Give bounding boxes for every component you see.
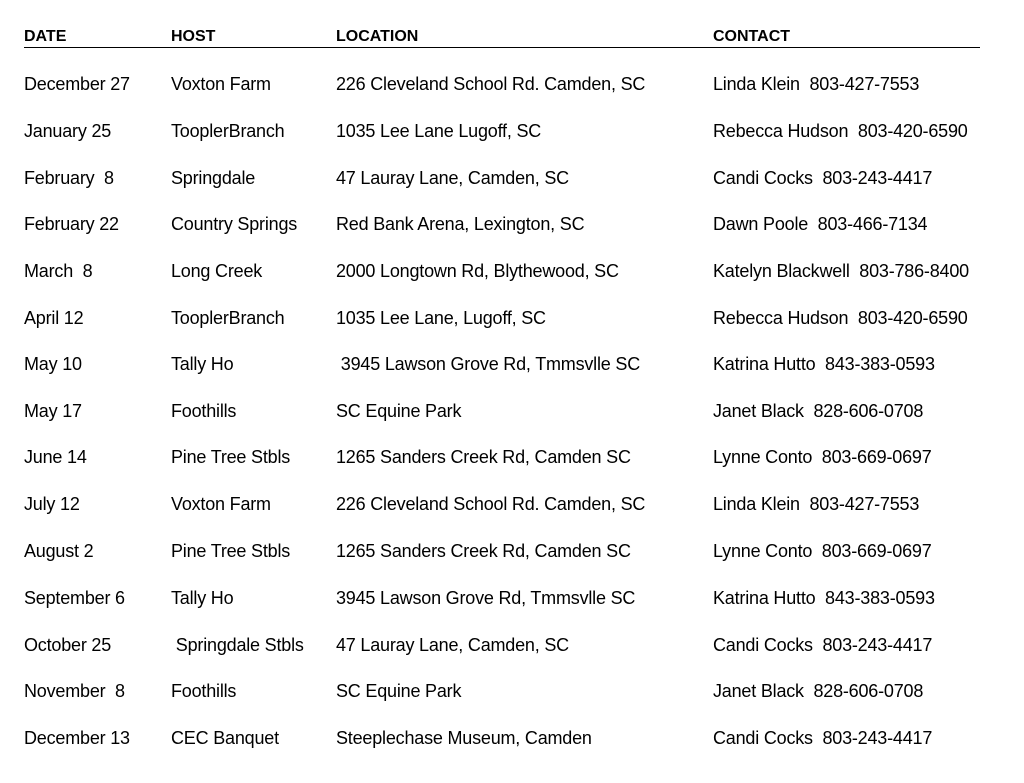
table-header	[24, 27, 980, 48]
host-cell: Country Springs	[171, 214, 298, 234]
date-cell: February 8	[24, 168, 114, 188]
host-cell: Springdale Stbls	[171, 635, 304, 655]
location-cell: 3945 Lawson Grove Rd, Tmmsvlle SC	[336, 588, 636, 608]
host-cell: Foothills	[171, 681, 237, 701]
table-row	[0, 351, 1024, 377]
contact-cell: Lynne Conto 803-669-0697	[713, 541, 932, 561]
host-cell: CEC Banquet	[171, 728, 279, 748]
contact-cell: Katrina Hutto 843-383-0593	[713, 354, 935, 374]
location-cell: 1265 Sanders Creek Rd, Camden SC	[336, 541, 631, 561]
location-cell: 47 Lauray Lane, Camden, SC	[336, 168, 569, 188]
table-row	[0, 678, 1024, 704]
table-row	[0, 211, 1024, 237]
table-row	[0, 71, 1024, 97]
table-row	[0, 118, 1024, 144]
location-cell: 3945 Lawson Grove Rd, Tmmsvlle SC	[336, 354, 640, 374]
contact-cell: Rebecca Hudson 803-420-6590	[713, 121, 968, 141]
contact-cell: Candi Cocks 803-243-4417	[713, 728, 933, 748]
date-cell: September 6	[24, 588, 125, 608]
host-cell: Foothills	[171, 401, 237, 421]
host-cell: TooplerBranch	[171, 308, 285, 328]
contact-cell: Janet Black 828-606-0708	[713, 401, 924, 421]
host-cell: Voxton Farm	[171, 74, 271, 94]
header-host: HOST	[171, 28, 216, 45]
location-cell: Steeplechase Museum, Camden	[336, 728, 592, 748]
table-row	[0, 725, 1024, 751]
date-cell: February 22	[24, 214, 119, 234]
table-row	[0, 258, 1024, 284]
location-cell: 226 Cleveland School Rd. Camden, SC	[336, 74, 646, 94]
host-cell: Pine Tree Stbls	[171, 541, 291, 561]
date-cell: March 8	[24, 261, 93, 281]
contact-cell: Linda Klein 803-427-7553	[713, 74, 920, 94]
date-cell: June 14	[24, 447, 87, 467]
table-row	[0, 398, 1024, 424]
host-cell: Tally Ho	[171, 588, 234, 608]
date-cell: May 10	[24, 354, 82, 374]
table-row	[0, 165, 1024, 191]
header-contact: CONTACT	[713, 28, 791, 45]
date-cell: December 13	[24, 728, 130, 748]
host-cell: Tally Ho	[171, 354, 234, 374]
header-location: LOCATION	[336, 28, 419, 45]
location-cell: 1035 Lee Lane Lugoff, SC	[336, 121, 542, 141]
host-cell: Springdale	[171, 168, 256, 188]
date-cell: July 12	[24, 494, 80, 514]
date-cell: October 25	[24, 635, 112, 655]
host-cell: Pine Tree Stbls	[171, 447, 291, 467]
location-cell: 1265 Sanders Creek Rd, Camden SC	[336, 447, 631, 467]
contact-cell: Katelyn Blackwell 803-786-8400	[713, 261, 969, 281]
contact-cell: Candi Cocks 803-243-4417	[713, 635, 933, 655]
location-cell: 226 Cleveland School Rd. Camden, SC	[336, 494, 646, 514]
host-cell: Long Creek	[171, 261, 263, 281]
table-row	[0, 305, 1024, 331]
contact-cell: Linda Klein 803-427-7553	[713, 494, 920, 514]
header-date: DATE	[24, 28, 67, 45]
location-cell: Red Bank Arena, Lexington, SC	[336, 214, 585, 234]
date-cell: December 27	[24, 74, 130, 94]
date-cell: August 2	[24, 541, 94, 561]
location-cell: 1035 Lee Lane, Lugoff, SC	[336, 308, 546, 328]
location-cell: 47 Lauray Lane, Camden, SC	[336, 635, 569, 655]
table-row	[0, 585, 1024, 611]
table-row	[0, 444, 1024, 470]
contact-cell: Katrina Hutto 843-383-0593	[713, 588, 935, 608]
location-cell: 2000 Longtown Rd, Blythewood, SC	[336, 261, 619, 281]
table-row	[0, 491, 1024, 517]
table-row	[0, 538, 1024, 564]
contact-cell: Candi Cocks 803-243-4417	[713, 168, 933, 188]
location-cell: SC Equine Park	[336, 401, 462, 421]
date-cell: January 25	[24, 121, 112, 141]
host-cell: TooplerBranch	[171, 121, 285, 141]
table-row	[0, 632, 1024, 658]
contact-cell: Dawn Poole 803-466-7134	[713, 214, 928, 234]
date-cell: November 8	[24, 681, 125, 701]
date-cell: April 12	[24, 308, 84, 328]
location-cell: SC Equine Park	[336, 681, 462, 701]
contact-cell: Janet Black 828-606-0708	[713, 681, 924, 701]
host-cell: Voxton Farm	[171, 494, 271, 514]
contact-cell: Lynne Conto 803-669-0697	[713, 447, 932, 467]
date-cell: May 17	[24, 401, 82, 421]
contact-cell: Rebecca Hudson 803-420-6590	[713, 308, 968, 328]
